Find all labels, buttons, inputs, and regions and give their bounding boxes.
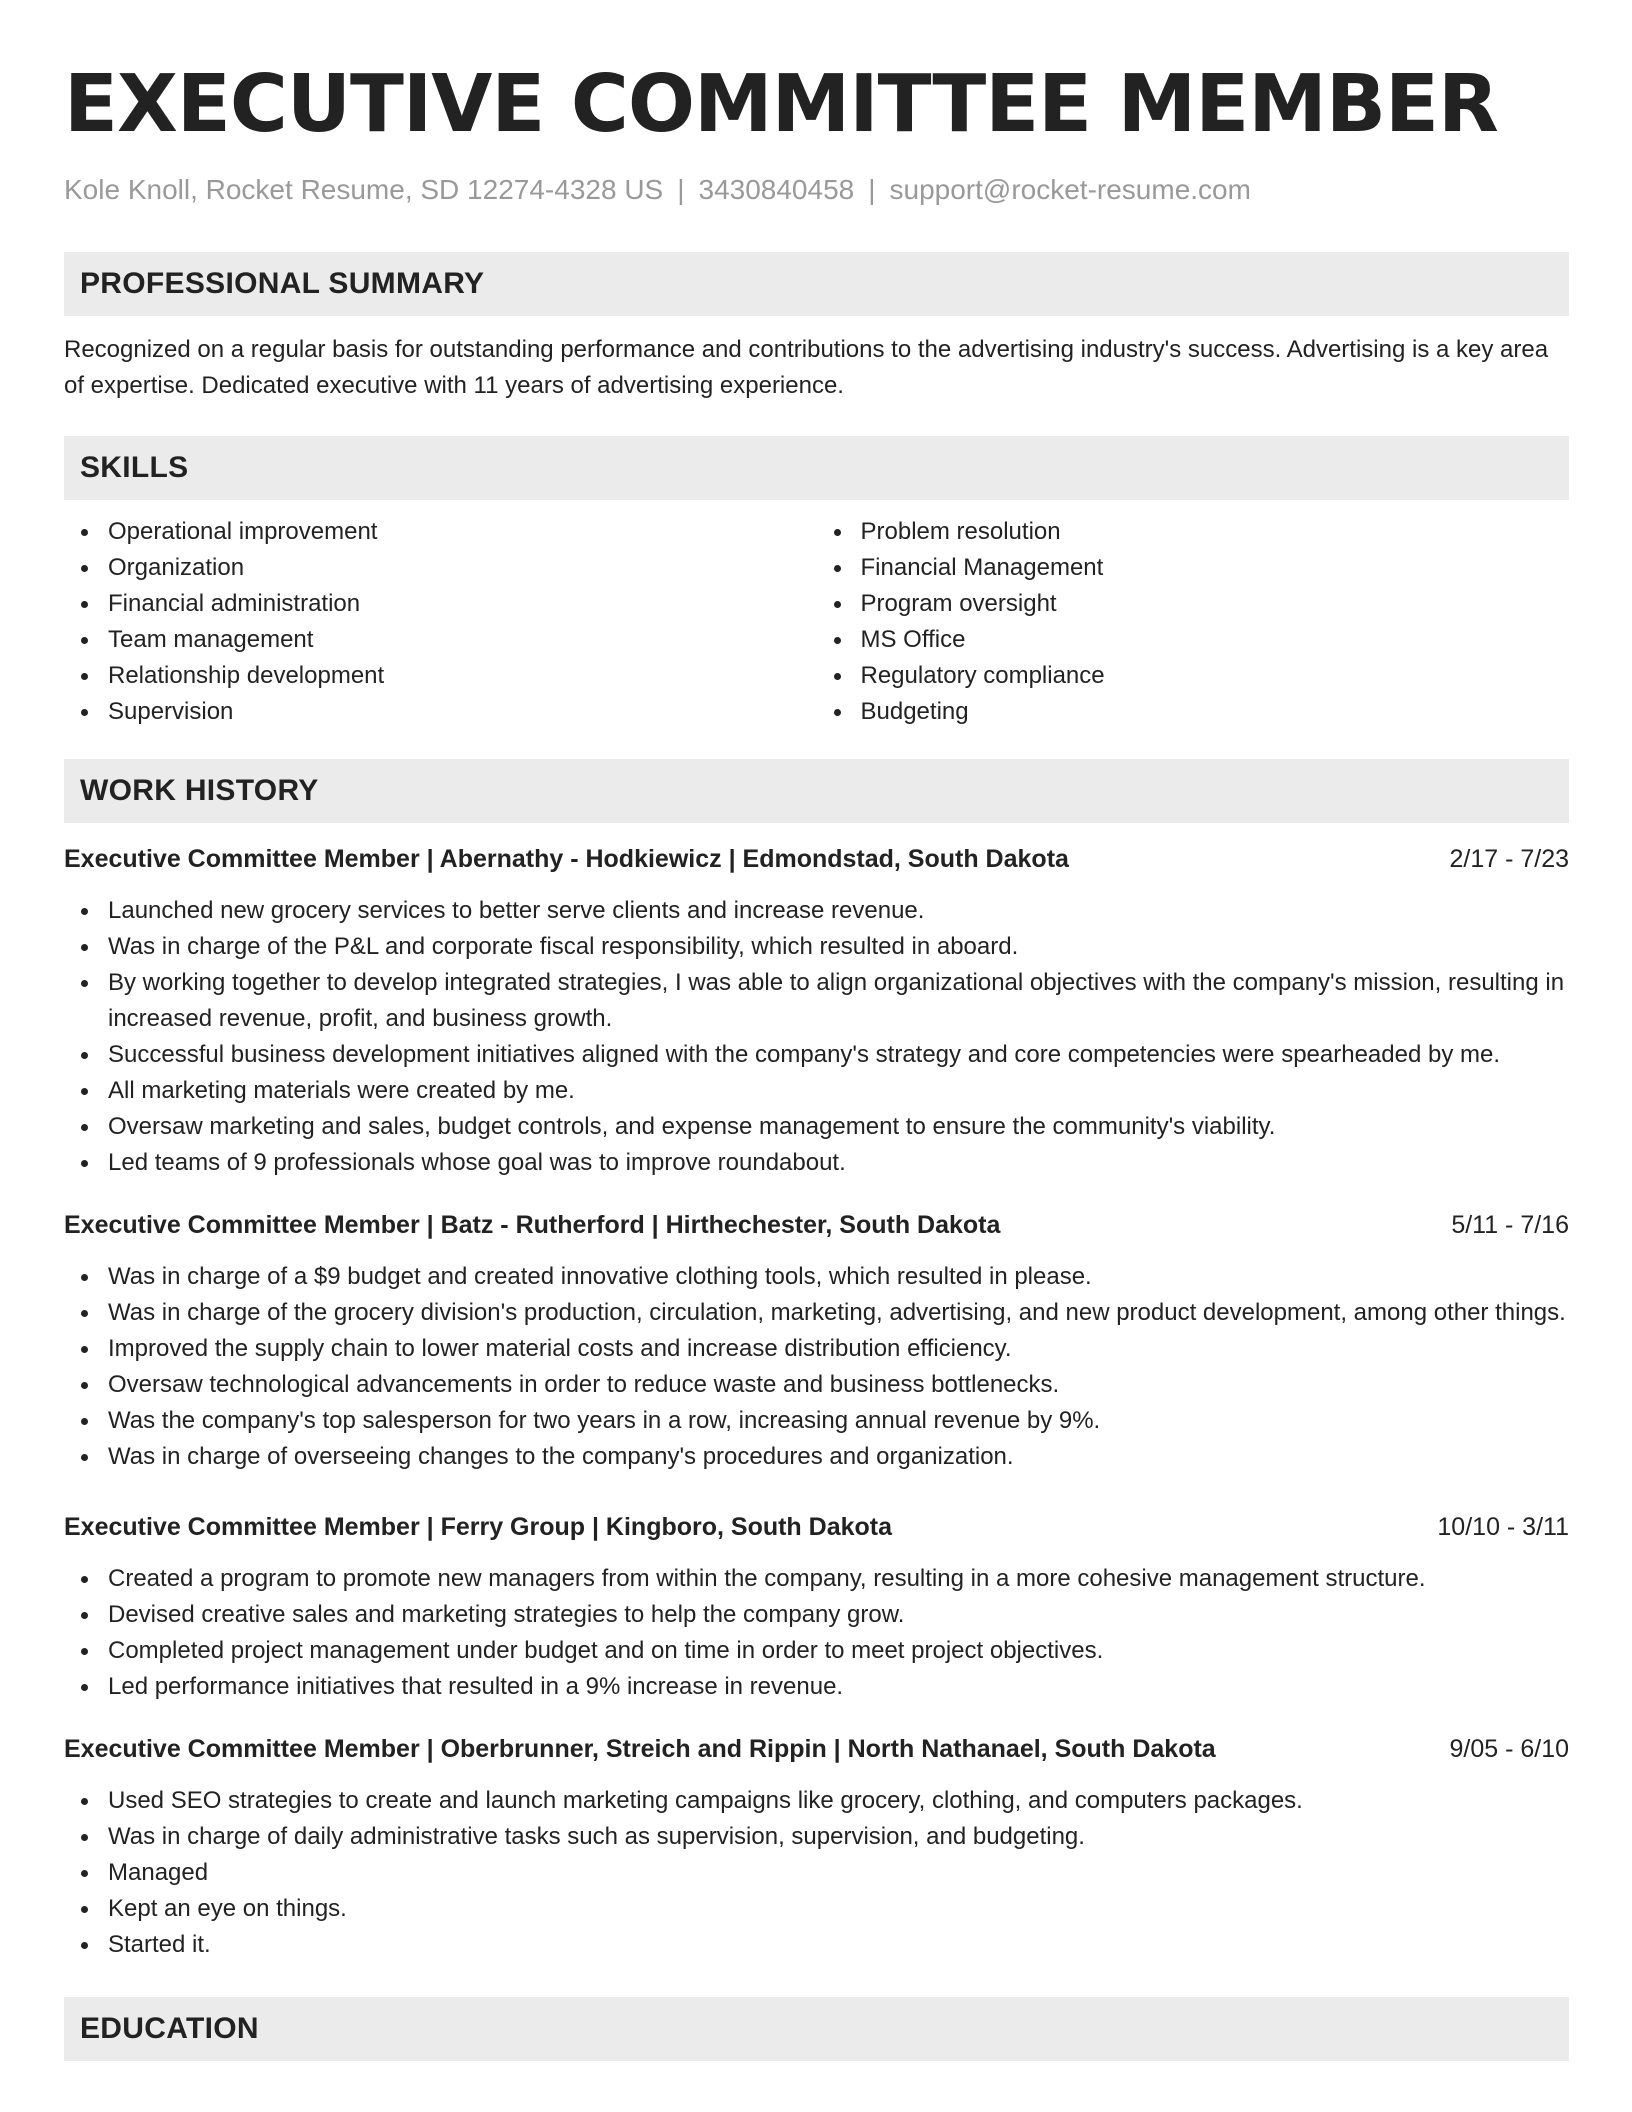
skills-column-left	[64, 514, 817, 730]
skill-item: Program oversight	[817, 586, 1570, 622]
contact-line	[64, 170, 1569, 210]
job-bullet: Was in charge of a $9 budget and created innovative clothing tools, which resulted in please.	[64, 1259, 1569, 1295]
skills-column-right	[817, 514, 1570, 730]
job-bullet: Was in charge of the P&L and corporate fiscal responsibility, which resulted in aboard.	[64, 929, 1569, 965]
job-bullets	[64, 893, 1569, 1181]
job-bullets	[64, 1561, 1569, 1705]
job-bullet: Improved the supply chain to lower material costs and increase distribution efficiency.	[64, 1331, 1569, 1367]
job-header	[64, 841, 1569, 877]
job-dates: 2/17 - 7/23	[1449, 845, 1569, 873]
skill-item: MS Office	[817, 622, 1570, 658]
job-bullets	[64, 1783, 1569, 1963]
skill-item: Financial Management	[817, 550, 1570, 586]
job-bullet: Launched new grocery services to better serve clients and increase revenue.	[64, 893, 1569, 929]
section-header-skills: SKILLS	[64, 436, 1569, 500]
skills-list	[64, 514, 1569, 730]
job-header	[64, 1509, 1569, 1545]
job-bullet: Was in charge of overseeing changes to the company's procedures and organization.	[64, 1439, 1569, 1475]
job-bullet: Used SEO strategies to create and launch marketing campaigns like grocery, clothing, and computers packages.	[64, 1783, 1569, 1819]
resume-title: EXECUTIVE COMMITTEE MEMBER	[64, 58, 1498, 150]
skill-item: Organization	[64, 550, 817, 586]
section-header-summary: PROFESSIONAL SUMMARY	[64, 252, 1569, 316]
job-bullet: Completed project management under budget and on time in order to meet project objectives.	[64, 1633, 1569, 1669]
job-entry	[64, 841, 1569, 1181]
contact-phone: 3430840458	[698, 174, 855, 205]
skill-item: Supervision	[64, 694, 817, 730]
job-header	[64, 1731, 1569, 1767]
job-dates: 10/10 - 3/11	[1437, 1513, 1569, 1541]
job-bullet: Created a program to promote new managers from within the company, resulting in a more cohesive management structure.	[64, 1561, 1569, 1597]
job-dates: 5/11 - 7/16	[1451, 1211, 1569, 1239]
job-title: Executive Committee Member | Oberbrunner, Streich and Rippin | North Nathanael, South Dakota	[64, 1735, 1216, 1763]
job-bullet: Was the company's top salesperson for two years in a row, increasing annual revenue by 9%.	[64, 1403, 1569, 1439]
contact-email: support@rocket-resume.com	[889, 174, 1251, 205]
skill-item: Regulatory compliance	[817, 658, 1570, 694]
job-dates: 9/05 - 6/10	[1449, 1735, 1569, 1763]
job-bullet: Successful business development initiatives aligned with the company's strategy and core competencies were spearheaded by me.	[64, 1037, 1569, 1073]
skill-item: Team management	[64, 622, 817, 658]
job-title: Executive Committee Member | Ferry Group | Kingboro, South Dakota	[64, 1513, 893, 1541]
job-entry	[64, 1509, 1569, 1705]
job-title: Executive Committee Member | Batz - Rutherford | Hirthechester, South Dakota	[64, 1211, 1001, 1239]
skill-item: Relationship development	[64, 658, 817, 694]
skill-item: Operational improvement	[64, 514, 817, 550]
job-entry	[64, 1207, 1569, 1475]
job-bullet: Devised creative sales and marketing strategies to help the company grow.	[64, 1597, 1569, 1633]
contact-address: Kole Knoll, Rocket Resume, SD 12274-4328 US	[64, 174, 664, 205]
job-bullet: Started it.	[64, 1927, 1569, 1963]
skill-item: Problem resolution	[817, 514, 1570, 550]
skill-item: Budgeting	[817, 694, 1570, 730]
section-header-education: EDUCATION	[64, 1997, 1569, 2061]
job-bullet: By working together to develop integrated strategies, I was able to align organizational objectives with the company's mission, resulting in increased revenue, profit, and business growth.	[64, 965, 1569, 1037]
job-bullet: Oversaw marketing and sales, budget controls, and expense management to ensure the community's viability.	[64, 1109, 1569, 1145]
contact-separator: |	[677, 174, 685, 205]
job-title: Executive Committee Member | Abernathy - Hodkiewicz | Edmondstad, South Dakota	[64, 845, 1069, 873]
section-header-work-history: WORK HISTORY	[64, 759, 1569, 823]
job-bullet: Kept an eye on things.	[64, 1891, 1569, 1927]
job-bullet: Oversaw technological advancements in order to reduce waste and business bottlenecks.	[64, 1367, 1569, 1403]
summary-text: Recognized on a regular basis for outstanding performance and contributions to the advertising industry's success. Advertising is a key area of expertise. Dedicated executive with 11 years of advertising experience.	[64, 336, 1549, 399]
job-bullet: Led teams of 9 professionals whose goal was to improve roundabout.	[64, 1145, 1569, 1181]
skill-item: Financial administration	[64, 586, 817, 622]
job-bullet: Led performance initiatives that resulted in a 9% increase in revenue.	[64, 1669, 1569, 1705]
job-bullet: All marketing materials were created by me.	[64, 1073, 1569, 1109]
job-header	[64, 1207, 1569, 1243]
contact-separator: |	[868, 174, 876, 205]
job-entry	[64, 1731, 1569, 1963]
job-bullets	[64, 1259, 1569, 1475]
job-bullet: Managed	[64, 1855, 1569, 1891]
job-bullet: Was in charge of the grocery division's production, circulation, marketing, advertising, and new product development, among other things.	[64, 1295, 1569, 1331]
job-bullet: Was in charge of daily administrative tasks such as supervision, supervision, and budgeting.	[64, 1819, 1569, 1855]
